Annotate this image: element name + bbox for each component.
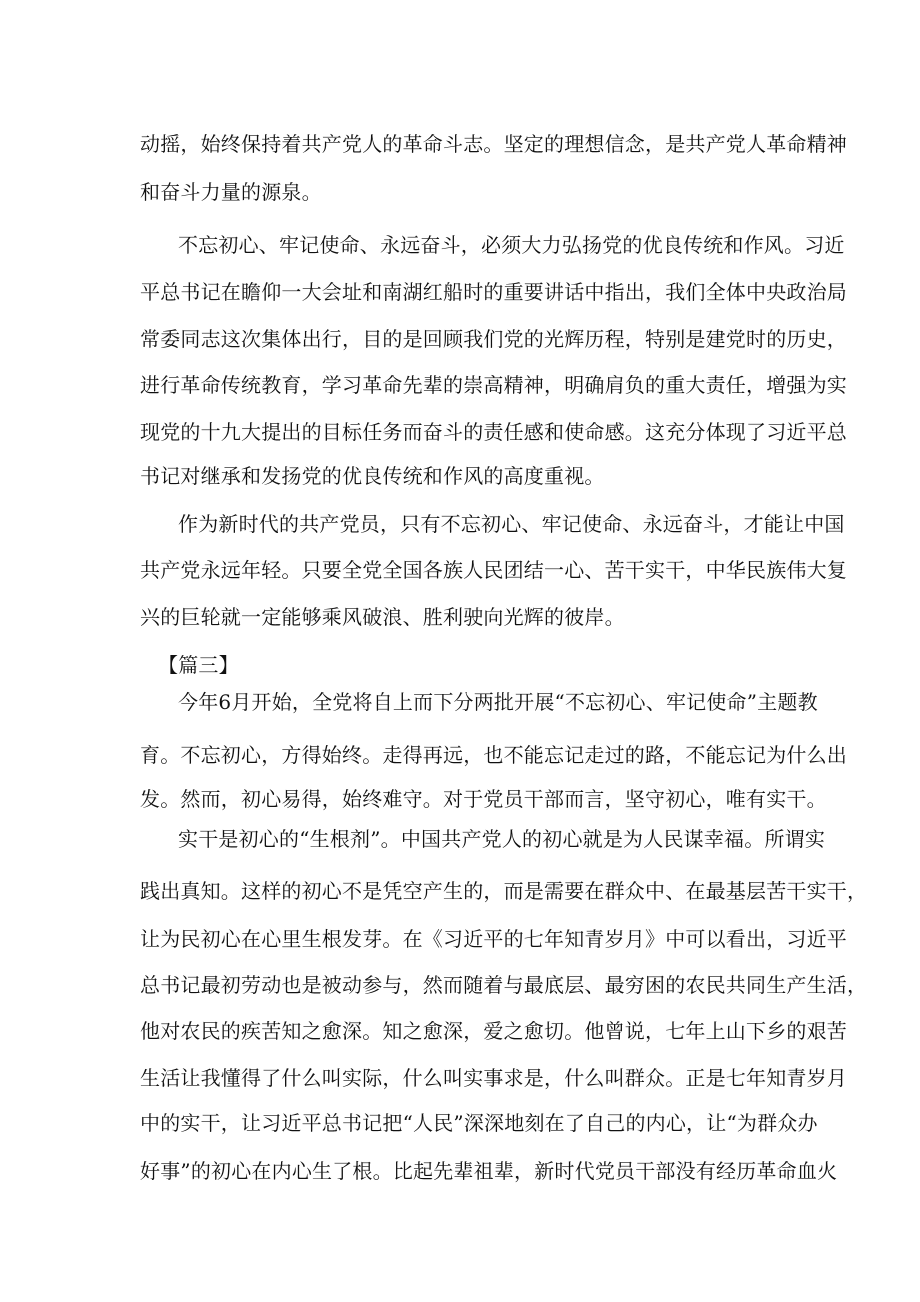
paragraph-5-line-1: 实干是初心的“生根剂”。中国共产党人的初心就是为人民谋幸福。所谓实: [178, 827, 826, 851]
paragraph-2-line-1: 不忘初心、牢记使命、永远奋斗，必须大力弘扬党的优良传统和作风。习近: [178, 233, 845, 257]
paragraph-1-line-1: 动摇，始终保持着共产党人的革命斗志。坚定的理想信念，是共产党人革命精神: [140, 132, 847, 156]
paragraph-5-line-5: 他对农民的疾苦知之愈深。知之愈深，爱之愈切。他曾说，七年上山下乡的艰苦: [140, 1019, 847, 1043]
paragraph-4-line-3: 发。然而，初心易得，始终难守。对于党员干部而言，坚守初心，唯有实干。: [140, 787, 827, 811]
paragraph-2-line-4: 进行革命传统教育，学习革命先辈的崇高精神，明确肩负的重大责任，增强为实: [140, 373, 847, 397]
paragraph-2-line-6: 书记对继承和发扬党的优良传统和作风的高度重视。: [140, 464, 605, 488]
paragraph-4-line-2: 育。不忘初心，方得始终。走得再远，也不能忘记走过的路，不能忘记为什么出: [140, 743, 847, 767]
paragraph-2-line-2: 平总书记在瞻仰一大会址和南湖红船时的重要讲话中指出，我们全体中央政治局: [140, 280, 847, 304]
paragraph-1-line-2: 和奋斗力量的源泉。: [140, 180, 322, 204]
paragraph-3-line-3: 兴的巨轮就一定能够乘风破浪、胜利驶向光辉的彼岸。: [140, 605, 625, 629]
section-heading: 【篇三】: [158, 653, 239, 677]
paragraph-5-line-3: 让为民初心在心里生根发芽。在《习近平的七年知青岁月》中可以看出，习近平: [140, 927, 847, 951]
paragraph-2-line-5: 现党的十九大提出的目标任务而奋斗的责任感和使命感。这充分体现了习近平总: [140, 420, 847, 444]
paragraph-3-line-2: 共产党永远年轻。只要全党全国各族人民团结一心、苦干实干，中华民族伟大复: [140, 558, 847, 582]
paragraph-3-line-1: 作为新时代的共产党员，只有不忘初心、牢记使命、永远奋斗，才能让中国: [178, 512, 845, 536]
paragraph-5-line-4: 总书记最初劳动也是被动参与，然而随着与最底层、最穷困的农民共同生产生活，: [140, 973, 868, 997]
paragraph-5-line-8: 好事”的初心在内心生了根。比起先辈祖辈，新时代党员干部没有经历革命血火: [140, 1159, 838, 1183]
paragraph-5-line-7: 中的实干，让习近平总书记把“人民”深深地刻在了自己的内心，让“为群众办: [140, 1111, 818, 1135]
paragraph-5-line-2: 践出真知。这样的初心不是凭空产生的，而是需要在群众中、在最基层苦干实干，: [140, 879, 868, 903]
paragraph-2-line-3: 常委同志这次集体出行，目的是回顾我们党的光辉历程，特别是建党时的历史，: [140, 327, 847, 351]
paragraph-4-line-1: 今年6月开始，全党将自上而下分两批开展“不忘初心、牢记使命”主题教: [178, 690, 818, 714]
paragraph-5-line-6: 生活让我懂得了什么叫实际，什么叫实事求是，什么叫群众。正是七年知青岁月: [140, 1066, 847, 1090]
